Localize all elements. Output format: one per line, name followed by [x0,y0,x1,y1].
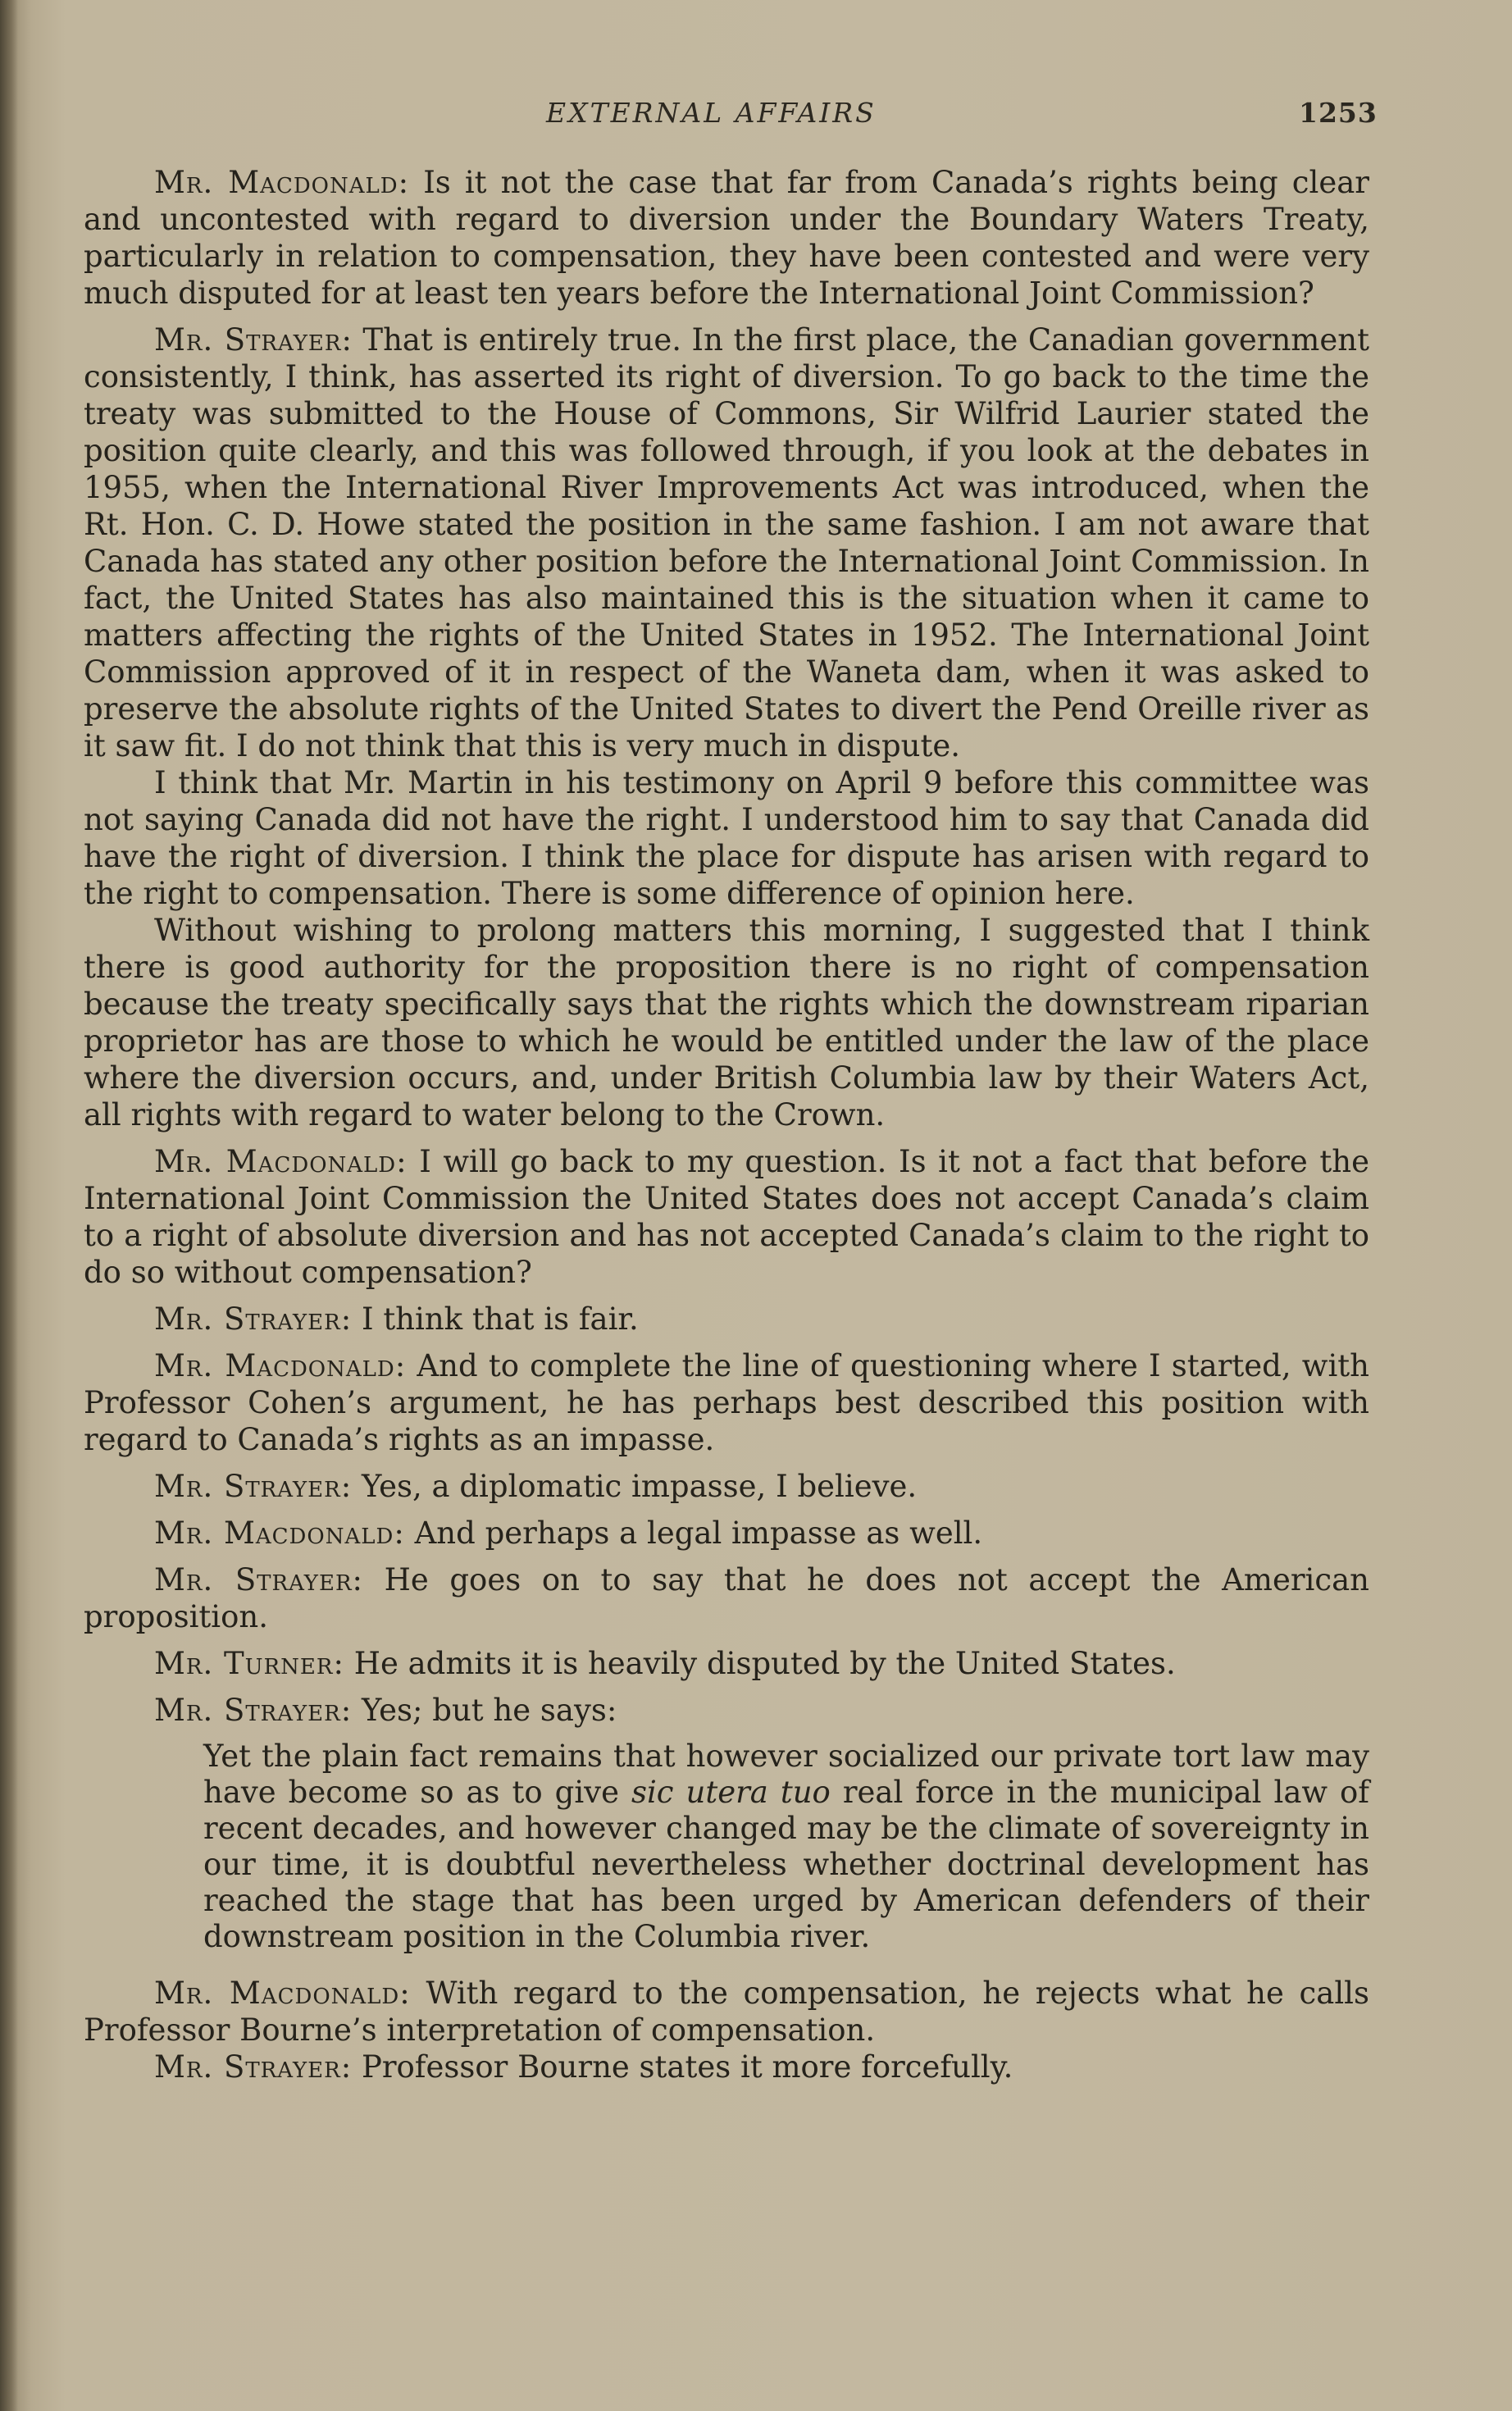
speaker-name: Mr. Turner: [154,1646,344,1681]
page-body [84,164,1369,2095]
paragraph-text: Professor Bourne states it more forcefully. [361,2049,1013,2085]
paragraph [84,1561,1369,1635]
paragraph-text: Without wishing to prolong matters this morning, I suggested that I think there is good authority for the proposition there is no right of compensation because the treaty specifically says that the rights which the downstream riparian proprietor has are those to which he would be entitled under the law of the place where the diversion occurs, and, under British Columbia law by their Waters Act, all rights with regard to water belong to the Crown. [84,913,1369,1133]
speaker-name: Mr. Strayer: [154,1469,353,1504]
paragraph-text: Is it not the case that far from Canada’s rights being clear and uncontested with regard to diversion under the Boundary Waters Treaty, particularly in relation to compensation, they have been contested and were very much disputed for at least ten years before the International Joint Commission? [84,165,1369,311]
page-number: 1253 [1299,97,1378,129]
paragraph-text: And to complete the line of questioning where I started, with Professor Cohen’s argument, he has perhaps best described this position with regard to Canada’s rights as an impasse. [84,1348,1369,1457]
running-head: EXTERNAL AFFAIRS [546,97,877,129]
quote-text: Yet the plain fact remains that however socialized our private tort law may have become so as to give [203,1739,1369,1810]
paragraph-text: I think that is fair. [361,1301,639,1337]
paragraph [84,912,1369,1133]
paragraph [84,2049,1369,2085]
paragraph-text: He admits it is heavily disputed by the United States. [353,1646,1176,1681]
paragraph [84,1301,1369,1338]
paragraph-text: I think that Mr. Martin in his testimony on April 9 before this committee was not saying Canada did not have the right. I understood him to say that Canada did have the right of diversion. I think the place for dispute has arisen with regard to the right to compensation. There is some difference of opinion here. [84,765,1369,911]
paragraph-text: That is entirely true. In the first place, the Canadian government consistently, I think, has asserted its right of diversion. To go back to the time the treaty was submitted to the House of Commons, Sir Wilfrid Laurier stated the position quite clearly, and this was followed through, if you look at the debates in 1955, when the International River Improvements Act was introduced, when the Rt. Hon. C. D. Howe stated the position in the same fashion. I am not aware that Canada has stated any other position before the International Joint Commission. In fact, the United States has also maintained this is the situation when it came to matters affecting the rights of the United States in 1952. The International Joint Commission approved of it in respect of the Waneta dam, when it was asked to preserve the absolute rights of the United States to divert the Pend Oreille river as it saw fit. I do not think that this is very much in dispute. [84,322,1369,763]
paragraph [84,1645,1369,1682]
paragraph-text: I will go back to my question. Is it not a fact that before the International Joint Commission the United States does not accept Canada’s claim to a right of absolute diversion and has not accepted Canada’s claim to the right to do so without compensation? [84,1144,1369,1290]
paragraph [84,164,1369,312]
paragraph [84,1347,1369,1458]
speaker-name: Mr. Strayer: [154,2049,353,2085]
speaker-name: Mr. Macdonald: [154,1515,405,1551]
paragraph-text: And perhaps a legal impasse as well. [414,1515,983,1551]
paragraph-text: Yes; but he says: [361,1693,617,1728]
paragraph [84,764,1369,912]
paragraph-text: With regard to the compensation, he rejects what he calls Professor Bourne’s interpretation of compensation. [84,1976,1369,2048]
paragraph [84,1975,1369,2049]
speaker-name: Mr. Macdonald: [154,1348,407,1383]
paragraph-text: Yes, a diplomatic impasse, I believe. [361,1469,918,1504]
paragraph [84,1515,1369,1552]
paragraph [84,1692,1369,1729]
paragraph [84,1468,1369,1505]
speaker-name: Mr. Strayer: [154,322,353,358]
speaker-name: Mr. Strayer: [154,1693,353,1728]
speaker-name: Mr. Macdonald: [154,165,410,200]
paragraph [84,321,1369,764]
block-quote [84,1739,1369,1955]
speaker-name: Mr. Macdonald: [154,1144,408,1179]
speaker-name: Mr. Strayer: [154,1562,363,1597]
paragraph [84,1143,1369,1291]
speaker-name: Mr. Macdonald: [154,1976,411,2011]
paragraph-text: He goes on to say that he does not accept the American proposition. [84,1562,1369,1634]
speaker-name: Mr. Strayer: [154,1301,353,1337]
page-header [0,89,1512,138]
book-spine-shadow [0,0,18,2411]
quote-text: real force in the municipal law of recent decades, and however changed may be the climate of sovereignty in our time, it is doubtful nevertheless whether doctrinal development has reached the stage that has been urged by American defenders of their downstream position in the Columbia river. [203,1775,1370,1954]
quote-italic-phrase: sic utera tuo [631,1775,831,1810]
